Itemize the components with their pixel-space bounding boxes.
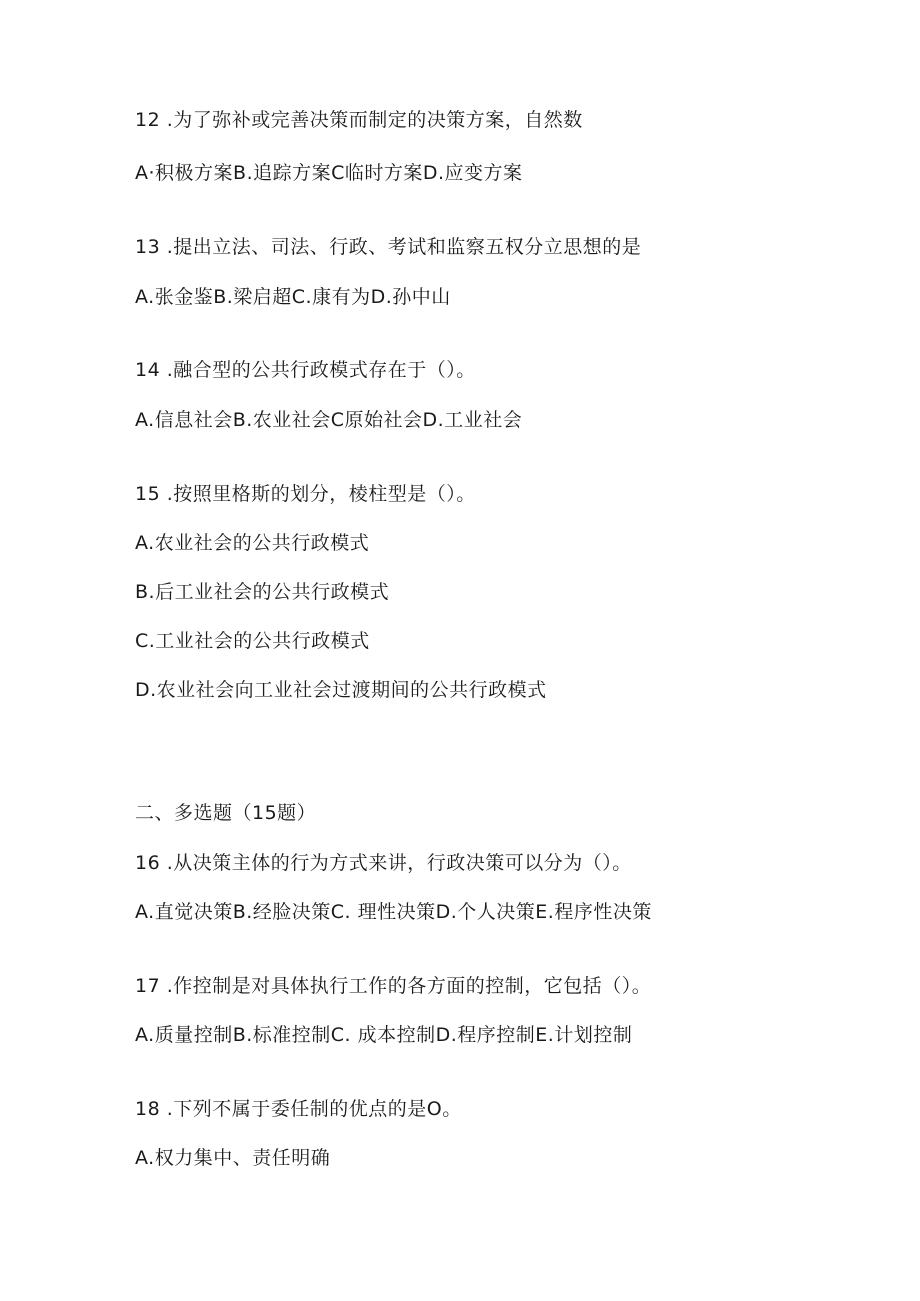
question-15-stem: 15 .按照里格斯的划分，棱柱型是（）。 [135,483,476,505]
question-17-stem: 17 .作控制是对具体执行工作的各方面的控制，它包括（）。 [135,975,652,997]
question-16-options: A.直觉决策B.经脸决策C. 理性决策D.个人决策E.程序性决策 [135,901,652,923]
question-16-stem: 16 .从决策主体的行为方式来讲，行政决策可以分为（）。 [135,852,632,874]
question-12-stem: 12 .为了弥补或完善决策而制定的决策方案，自然数 [135,109,583,131]
question-15-option-a: A.农业社会的公共行政模式 [135,532,370,554]
question-18-option-a: A.权力集中、责任明确 [135,1147,331,1169]
question-17-options: A.质量控制B.标准控制C. 成本控制D.程序控制E.计划控制 [135,1024,633,1046]
question-15-option-c: C.工业社会的公共行政模式 [135,630,370,652]
question-12-options: A·积极方案B.追踪方案C临时方案D.应变方案 [135,162,523,184]
question-14-stem: 14 .融合型的公共行政模式存在于（）。 [135,359,476,381]
question-14-options: A.信息社会B.农业社会C原始社会D.工业社会 [135,409,523,431]
question-13-stem: 13 .提出立法、司法、行政、考试和监察五权分立思想的是 [135,236,642,258]
question-18-stem: 18 .下列不属于委任制的优点的是O。 [135,1098,462,1120]
question-15-option-b: B.后工业社会的公共行政模式 [135,581,390,603]
question-13-options: A.张金鉴B.梁启超C.康有为D.孙中山 [135,286,451,308]
question-15-option-d: D.农业社会向工业社会过渡期间的公共行政模式 [135,679,547,701]
section-heading-multiple-choice: 二、多选题（15题） [135,802,317,824]
